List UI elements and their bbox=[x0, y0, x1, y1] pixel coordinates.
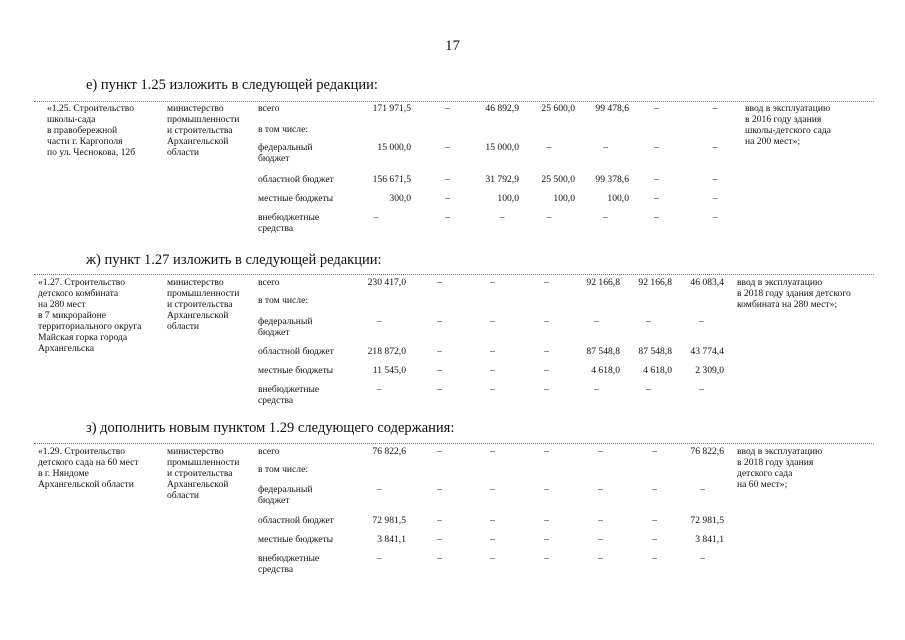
amount-cell: – bbox=[490, 484, 495, 495]
amount-cell: – bbox=[700, 484, 705, 495]
executor-line: министерство bbox=[167, 103, 224, 114]
item-title-line: в правобережной bbox=[47, 125, 118, 136]
executor-line: области bbox=[167, 147, 200, 158]
amount-cell: 3 841,1 bbox=[377, 534, 406, 545]
amount-cell: – bbox=[544, 446, 549, 457]
item-title-line: в 7 микрорайоне bbox=[38, 310, 106, 321]
funding-source-label: средства bbox=[258, 223, 294, 234]
executor-line: министерство bbox=[167, 277, 224, 288]
item-title-line: «1.29. Строительство bbox=[38, 446, 126, 457]
amount-cell: 15 000,0 bbox=[485, 142, 519, 153]
result-line: на 200 мест»; bbox=[745, 136, 801, 147]
amount-cell: 46 083,4 bbox=[690, 277, 724, 288]
amount-cell: – bbox=[437, 515, 442, 526]
amount-cell: – bbox=[652, 515, 657, 526]
amount-cell: – bbox=[437, 484, 442, 495]
funding-source-label: местные бюджеты bbox=[258, 365, 334, 376]
amount-cell: – bbox=[544, 316, 549, 327]
amount-cell: – bbox=[544, 534, 549, 545]
amount-cell: – bbox=[699, 384, 704, 395]
amount-cell: – bbox=[445, 103, 450, 114]
amount-cell: 15 000,0 bbox=[377, 142, 411, 153]
amount-cell: 72 981,5 bbox=[690, 515, 724, 526]
amount-cell: 171 971,5 bbox=[372, 103, 411, 114]
amount-cell: 218 872,0 bbox=[367, 346, 406, 357]
amount-cell: – bbox=[544, 553, 549, 564]
amount-cell: – bbox=[544, 515, 549, 526]
amount-cell: 300,0 bbox=[389, 193, 411, 204]
amount-cell: – bbox=[603, 142, 608, 153]
amount-cell: – bbox=[437, 365, 442, 376]
result-line: детского сада bbox=[737, 468, 793, 479]
executor-line: промышленности bbox=[167, 114, 240, 125]
amount-cell: – bbox=[652, 553, 657, 564]
amount-cell: – bbox=[654, 103, 659, 114]
amount-cell: – bbox=[490, 384, 495, 395]
funding-source-label: в том числе: bbox=[258, 464, 309, 475]
amount-cell: – bbox=[712, 193, 718, 204]
amount-cell: 46 892,9 bbox=[485, 103, 519, 114]
funding-source-label: всего bbox=[258, 277, 280, 288]
funding-source-label: в том числе: bbox=[258, 295, 309, 306]
amount-cell: 156 671,5 bbox=[372, 174, 411, 185]
amount-cell: – bbox=[490, 553, 495, 564]
amount-cell: – bbox=[654, 142, 659, 153]
executor-line: промышленности bbox=[167, 288, 240, 299]
result-line: школы-детского сада bbox=[745, 125, 832, 136]
section-heading: ж) пункт 1.27 изложить в следующей редакции: bbox=[86, 252, 382, 268]
executor-line: области bbox=[167, 490, 200, 501]
amount-cell: – bbox=[544, 484, 549, 495]
result-line: комбината на 280 мест»; bbox=[737, 299, 838, 310]
executor-line: области bbox=[167, 321, 200, 332]
amount-cell: – bbox=[700, 553, 705, 564]
amount-cell: – bbox=[652, 446, 657, 457]
amount-cell: 99 478,6 bbox=[595, 103, 629, 114]
item-title-line: в г. Няндоме bbox=[38, 468, 89, 479]
item-title-line: школы-сада bbox=[47, 114, 96, 125]
amount-cell: – bbox=[437, 384, 442, 395]
amount-cell: 76 822,6 bbox=[690, 446, 724, 457]
item-title-line: на 280 мест bbox=[38, 299, 86, 310]
amount-cell: – bbox=[712, 212, 718, 223]
amount-cell: 3 841,1 bbox=[695, 534, 724, 545]
item-title-line: части г. Каргополя bbox=[47, 136, 123, 147]
amount-cell: – bbox=[646, 384, 651, 395]
amount-cell: 100,0 bbox=[497, 193, 519, 204]
amount-cell: – bbox=[603, 212, 608, 223]
amount-cell: – bbox=[499, 212, 505, 223]
executor-line: промышленности bbox=[167, 457, 240, 468]
amount-cell: – bbox=[490, 446, 495, 457]
amount-cell: – bbox=[490, 534, 495, 545]
amount-cell: – bbox=[376, 484, 382, 495]
amount-cell: 87 548,8 bbox=[586, 346, 620, 357]
executor-line: Архангельской bbox=[167, 136, 229, 147]
amount-cell: – bbox=[437, 534, 442, 545]
amount-cell: – bbox=[654, 212, 659, 223]
amount-cell: – bbox=[546, 142, 552, 153]
funding-source-label: областной бюджет bbox=[258, 174, 334, 185]
amount-cell: – bbox=[437, 446, 442, 457]
amount-cell: – bbox=[654, 174, 659, 185]
result-line: ввод в эксплуатацию bbox=[737, 277, 823, 288]
result-line: в 2016 году здания bbox=[745, 114, 822, 125]
amount-cell: – bbox=[598, 446, 603, 457]
item-title-line: детского комбината bbox=[38, 288, 119, 299]
amount-cell: – bbox=[652, 534, 657, 545]
executor-line: Архангельской bbox=[167, 479, 229, 490]
amount-cell: – bbox=[598, 534, 603, 545]
amount-cell: – bbox=[490, 346, 495, 357]
result-line: в 2018 году здания детского bbox=[737, 288, 851, 299]
amount-cell: 43 774,4 bbox=[690, 346, 724, 357]
amount-cell: 92 166,8 bbox=[638, 277, 672, 288]
executor-line: и строительства bbox=[167, 468, 233, 479]
section-heading: е) пункт 1.25 изложить в следующей редакции: bbox=[86, 77, 378, 93]
item-title-line: по ул. Чеснокова, 12б bbox=[47, 147, 136, 158]
amount-cell: – bbox=[445, 193, 450, 204]
result-line: ввод в эксплуатацию bbox=[745, 103, 831, 114]
amount-cell: – bbox=[445, 142, 450, 153]
amount-cell: 87 548,8 bbox=[638, 346, 672, 357]
amount-cell: 76 822,6 bbox=[372, 446, 406, 457]
amount-cell: – bbox=[646, 316, 651, 327]
amount-cell: – bbox=[546, 212, 552, 223]
item-title-line: Майская горка города bbox=[38, 332, 128, 343]
item-title-line: «1.25. Строительство bbox=[47, 103, 135, 114]
funding-source-label: бюджет bbox=[258, 495, 290, 506]
funding-source-label: средства bbox=[258, 564, 294, 575]
result-line: на 60 мест»; bbox=[737, 479, 788, 490]
amount-cell: – bbox=[712, 174, 718, 185]
amount-cell: 100,0 bbox=[553, 193, 575, 204]
amount-cell: 25 500,0 bbox=[541, 174, 575, 185]
amount-cell: – bbox=[445, 174, 450, 185]
amount-cell: – bbox=[376, 384, 382, 395]
amount-cell: – bbox=[598, 515, 603, 526]
amount-cell: – bbox=[490, 365, 495, 376]
amount-cell: – bbox=[445, 212, 450, 223]
amount-cell: 25 600,0 bbox=[541, 103, 575, 114]
amount-cell: – bbox=[654, 193, 659, 204]
funding-source-label: средства bbox=[258, 395, 294, 406]
item-title-line: «1.27. Строительство bbox=[38, 277, 126, 288]
amount-cell: 100,0 bbox=[607, 193, 629, 204]
executor-line: и строительства bbox=[167, 299, 233, 310]
item-title-line: территориального округа bbox=[38, 321, 142, 332]
item-title-line: Архангельской области bbox=[38, 479, 134, 490]
section-heading: з) дополнить новым пунктом 1.29 следующего содержания: bbox=[86, 420, 455, 436]
page-number: 17 bbox=[445, 38, 460, 54]
funding-source-label: внебюджетные bbox=[258, 212, 320, 223]
amount-cell: 4 618,0 bbox=[591, 365, 620, 376]
amount-cell: – bbox=[437, 316, 442, 327]
amount-cell: 92 166,8 bbox=[586, 277, 620, 288]
item-title-line: детского сада на 60 мест bbox=[38, 457, 139, 468]
table-top-rule bbox=[34, 101, 874, 102]
amount-cell: – bbox=[594, 316, 599, 327]
amount-cell: – bbox=[490, 316, 495, 327]
funding-source-label: всего bbox=[258, 103, 280, 114]
amount-cell: – bbox=[437, 553, 442, 564]
funding-source-label: бюджет bbox=[258, 327, 290, 338]
amount-cell: – bbox=[490, 515, 495, 526]
result-line: в 2018 году здания bbox=[737, 457, 814, 468]
amount-cell: 11 545,0 bbox=[372, 365, 406, 376]
amount-cell: – bbox=[544, 365, 549, 376]
amount-cell: – bbox=[712, 103, 718, 114]
table-top-rule bbox=[34, 443, 874, 444]
amount-cell: – bbox=[544, 346, 549, 357]
funding-source-label: областной бюджет bbox=[258, 346, 334, 357]
executor-line: и строительства bbox=[167, 125, 233, 136]
executor-line: министерство bbox=[167, 446, 224, 457]
funding-source-label: местные бюджеты bbox=[258, 193, 334, 204]
amount-cell: 99 378,6 bbox=[595, 174, 629, 185]
result-line: ввод в эксплуатацию bbox=[737, 446, 823, 457]
amount-cell: – bbox=[544, 384, 549, 395]
amount-cell: 72 981,5 bbox=[372, 515, 406, 526]
table-top-rule bbox=[34, 274, 874, 275]
funding-source-label: в том числе: bbox=[258, 124, 309, 135]
funding-source-label: местные бюджеты bbox=[258, 534, 334, 545]
funding-source-label: областной бюджет bbox=[258, 515, 334, 526]
amount-cell: – bbox=[376, 553, 382, 564]
amount-cell: – bbox=[652, 484, 657, 495]
funding-source-label: внебюджетные bbox=[258, 384, 320, 395]
item-title-line: Архангельска bbox=[38, 343, 95, 354]
amount-cell: 2 309,0 bbox=[695, 365, 724, 376]
amount-cell: – bbox=[699, 316, 704, 327]
funding-source-label: федеральный bbox=[258, 316, 313, 327]
amount-cell: – bbox=[598, 553, 603, 564]
amount-cell: – bbox=[373, 212, 379, 223]
funding-source-label: всего bbox=[258, 446, 280, 457]
amount-cell: 230 417,0 bbox=[367, 277, 406, 288]
executor-line: Архангельской bbox=[167, 310, 229, 321]
amount-cell: 31 792,9 bbox=[485, 174, 519, 185]
amount-cell: – bbox=[437, 277, 442, 288]
amount-cell: – bbox=[490, 277, 495, 288]
amount-cell: – bbox=[594, 384, 599, 395]
funding-source-label: федеральный bbox=[258, 484, 313, 495]
funding-source-label: федеральный bbox=[258, 142, 313, 153]
amount-cell: – bbox=[712, 142, 718, 153]
amount-cell: – bbox=[544, 277, 549, 288]
amount-cell: – bbox=[437, 346, 442, 357]
funding-source-label: внебюджетные bbox=[258, 553, 320, 564]
funding-source-label: бюджет bbox=[258, 153, 290, 164]
amount-cell: – bbox=[376, 316, 382, 327]
amount-cell: 4 618,0 bbox=[643, 365, 672, 376]
amount-cell: – bbox=[598, 484, 603, 495]
